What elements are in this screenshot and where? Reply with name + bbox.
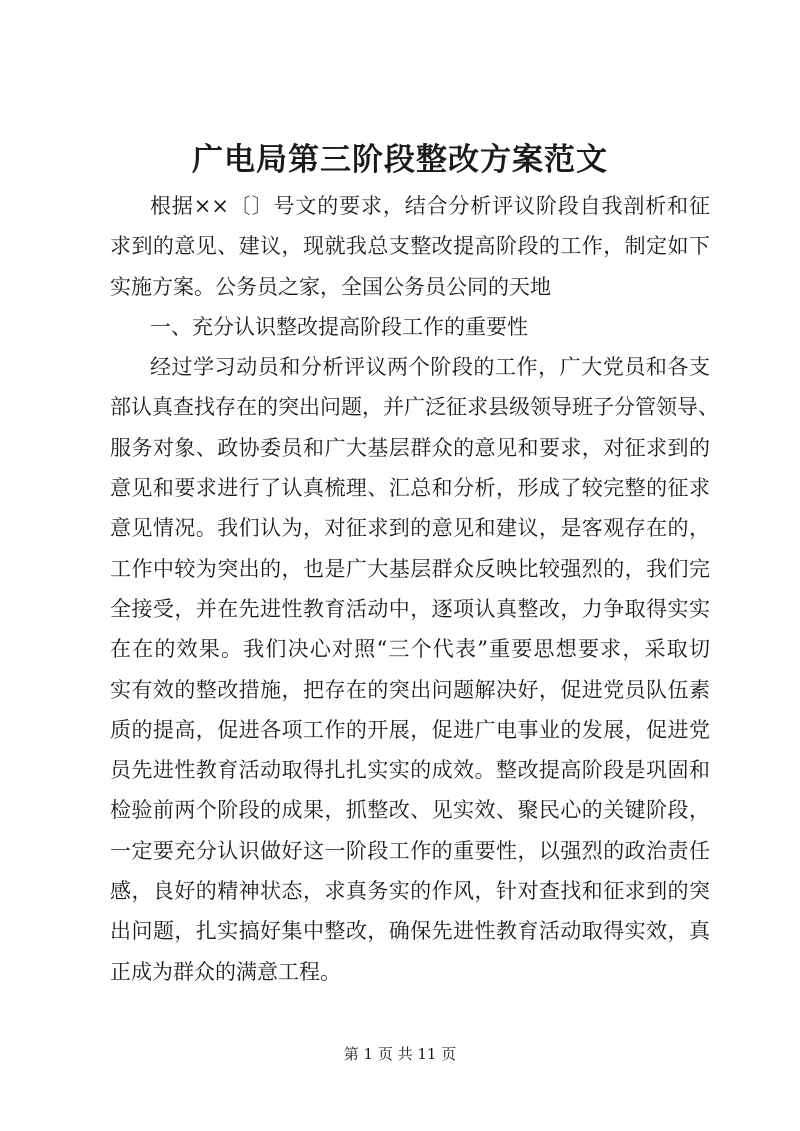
paragraph-line: 意见情况。我们认为，对征求到的意见和建议，是客观存在的， <box>110 516 710 541</box>
paragraph-line: 出问题，扎实搞好集中整改，确保先进性教育活动取得实效，真 <box>110 919 710 944</box>
paragraph-line: 员先进性教育活动取得扎扎实实的成效。整改提高阶段是巩固和 <box>110 758 710 783</box>
paragraph-line: 求到的意见、建议，现就我总支整改提高阶段的工作，制定如下 <box>110 234 710 259</box>
paragraph-line: 实施方案。公务员之家，全国公务员公同的天地 <box>110 274 551 299</box>
paragraph-line: 实有效的整改措施，把存在的突出问题解决好，促进党员队伍素 <box>110 677 710 702</box>
paragraph-line: 服务对象、政协委员和广大基层群众的意见和要求，对征求到的 <box>110 435 710 460</box>
paragraph-line: 部认真查找存在的突出问题，并广泛征求县级领导班子分管领导、 <box>110 395 719 420</box>
paragraph-line: 工作中较为突出的，也是广大基层群众反映比较强烈的，我们完 <box>110 556 710 581</box>
paragraph-line: 经过学习动员和分析评议两个阶段的工作，广大党员和各支 <box>150 355 710 380</box>
document-body <box>110 186 719 992</box>
paragraph-line: 在在的效果。我们决心对照“三个代表”重要思想要求，采取切 <box>110 637 710 662</box>
section-heading: 一、充分认识整改提高阶段工作的重要性 <box>150 314 528 339</box>
paragraph-line: 质的提高，促进各项工作的开展，促进广电事业的发展，促进党 <box>110 717 710 742</box>
page-number: 第 1 页 共 11 页 <box>343 1045 457 1063</box>
paragraph-line: 全接受，并在先进性教育活动中，逐项认真整改，力争取得实实 <box>110 596 710 621</box>
paragraph-line: 一定要充分认识做好这一阶段工作的重要性，以强烈的政治责任 <box>110 838 710 863</box>
document-title: 广电局第三阶段整改方案范文 <box>192 142 608 178</box>
paragraph-line: 意见和要求进行了认真梳理、汇总和分析，形成了较完整的征求 <box>110 476 710 501</box>
paragraph-line: 检验前两个阶段的成果，抓整改、见实效、聚民心的关键阶段， <box>110 798 710 823</box>
paragraph-line: 感，良好的精神状态，求真务实的作风，针对查找和征求到的突 <box>110 879 710 904</box>
paragraph-line: 正成为群众的满意工程。 <box>110 959 341 984</box>
paragraph-line: 根据××〔〕号文的要求，结合分析评议阶段自我剖析和征 <box>150 194 710 218</box>
